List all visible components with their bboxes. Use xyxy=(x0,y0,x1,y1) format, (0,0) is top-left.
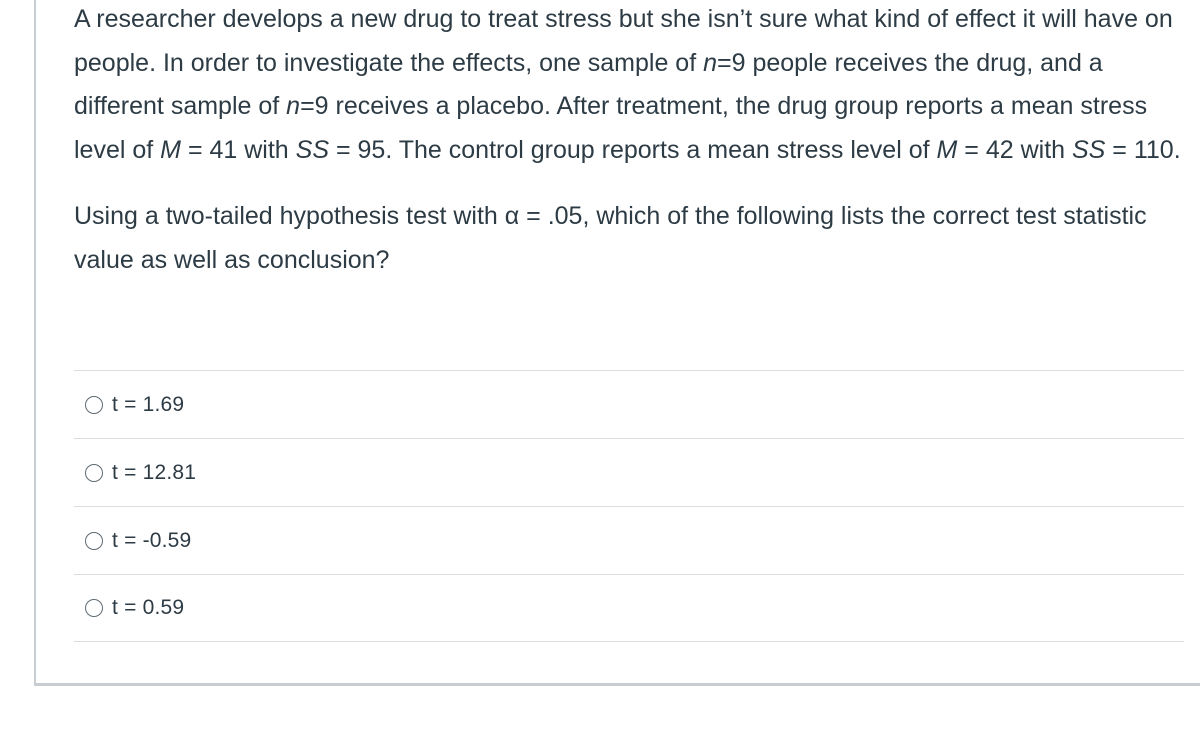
variable-ss: SS xyxy=(1072,135,1106,164)
answer-option-1[interactable] xyxy=(74,370,1184,438)
answer-option-2[interactable] xyxy=(74,438,1184,506)
variable-m: M xyxy=(936,135,958,164)
question-text-segment: = 110. xyxy=(1105,135,1181,164)
answer-option-4[interactable] xyxy=(74,574,1184,642)
question-text-segment: =9 people receives the drug, and a different sample of xyxy=(74,48,1103,120)
question-paragraph-1 xyxy=(74,0,1184,172)
variable-n: n xyxy=(286,92,301,120)
question-card xyxy=(34,0,1200,686)
question-text-segment: = 42 with xyxy=(957,135,1072,164)
variable-ss: SS xyxy=(295,135,330,164)
question-text-segment: A researcher develops a new drug to treat stress but she isn’t sure what kind of effect it will have on people. In order to investigate the effects, one sample of xyxy=(74,5,1173,77)
question-text-segment: =9 receives a placebo. After treatment, the drug group reports a mean stress level of xyxy=(74,92,1148,164)
answer-label: t = 0.59 xyxy=(112,596,185,619)
radio-button-icon[interactable] xyxy=(85,396,103,414)
variable-n: n xyxy=(703,48,718,77)
answer-label: t = -0.59 xyxy=(112,528,192,552)
radio-button-icon[interactable] xyxy=(85,532,103,550)
answer-label: t = 1.69 xyxy=(112,392,185,416)
variable-m: M xyxy=(160,135,181,164)
question-text xyxy=(74,0,1184,282)
radio-button-icon[interactable] xyxy=(85,464,103,482)
answer-list xyxy=(74,370,1184,642)
radio-button-icon[interactable] xyxy=(85,599,103,617)
question-paragraph-2: Using a two-tailed hypothesis test with α = .05, which of the following lists the correct test statistic value as well as conclusion? xyxy=(74,202,1147,274)
answer-label: t = 12.81 xyxy=(112,460,197,484)
question-text-segment: = 95. The control group reports a mean stress level of xyxy=(329,135,937,164)
answer-option-3[interactable] xyxy=(74,506,1184,574)
question-text-segment: = 41 with xyxy=(181,135,296,164)
